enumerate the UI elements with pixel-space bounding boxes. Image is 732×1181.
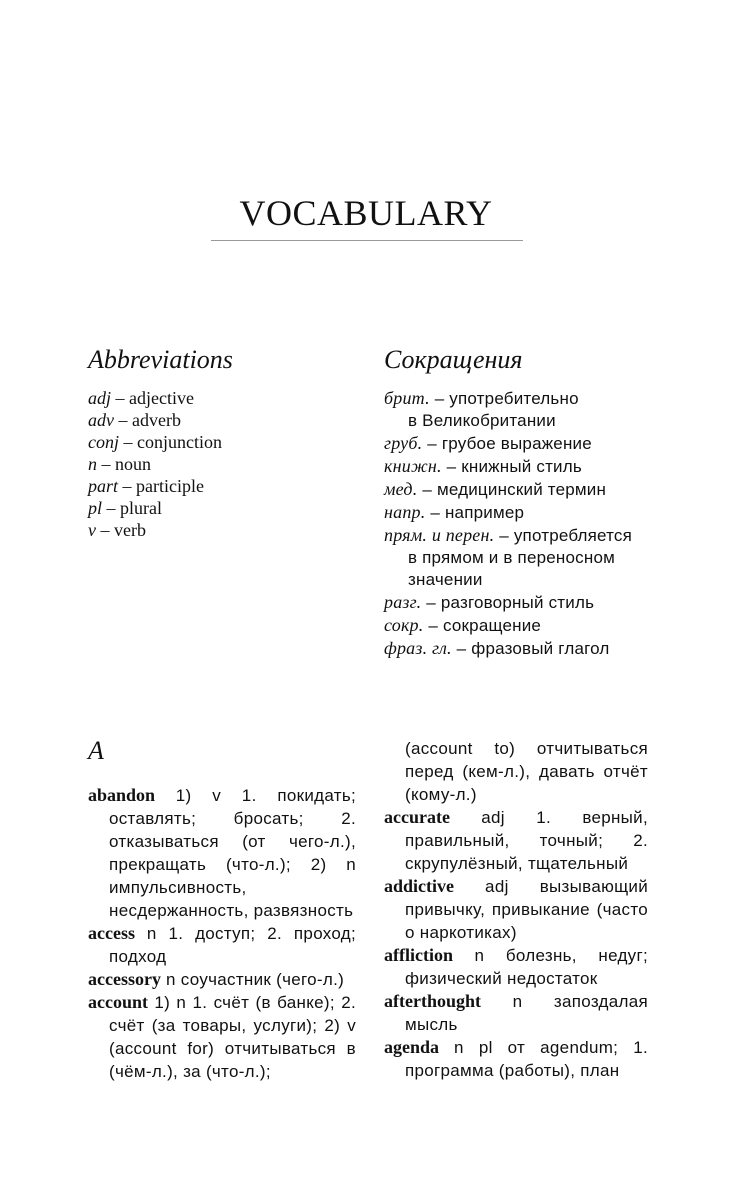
abbreviation-separator: – — [422, 434, 442, 453]
abbreviation-separator: – — [417, 480, 437, 499]
dictionary-column-right — [384, 737, 648, 1082]
entry-definition: 1) n 1. счёт (в банке); 2. счёт (за товары, услуги); 2) v (account for) отчитываться в (чём-л.), за (что-л.); — [109, 993, 356, 1081]
abbreviations-heading-ru: Сокращения — [384, 345, 523, 374]
abbreviation-key: напр. — [384, 502, 426, 522]
title-rule — [211, 240, 523, 241]
dictionary-entry — [88, 968, 356, 991]
entry-headword: affliction — [384, 945, 453, 965]
entry-headword: access — [88, 923, 135, 943]
page-title: VOCABULARY — [239, 193, 493, 233]
abbreviation-item — [384, 637, 648, 660]
abbreviation-separator: – — [102, 498, 121, 518]
abbreviation-value: книжный стиль — [461, 457, 582, 476]
abbreviation-key: разг. — [384, 592, 422, 612]
abbreviation-key: adv — [88, 410, 114, 430]
entry-definition: adj 1. верный, правильный, точный; 2. скрупулёзный, тщательный — [405, 808, 648, 873]
dictionary-entry — [88, 784, 356, 922]
abbreviation-value: plural — [120, 498, 163, 518]
abbreviation-continuation: в Великобритании — [408, 411, 556, 430]
abbreviation-key: фраз. гл. — [384, 638, 452, 658]
abbreviation-item — [384, 591, 648, 614]
abbreviation-item — [88, 475, 233, 497]
entry-definition: n соучастник (чего-л.) — [160, 970, 345, 989]
entry-headword: agenda — [384, 1037, 440, 1057]
abbreviation-key: conj — [88, 432, 119, 452]
abbreviation-item — [88, 453, 233, 475]
abbreviation-key: груб. — [384, 433, 423, 453]
abbreviation-item — [384, 524, 648, 591]
entry-headword: abandon — [88, 785, 156, 805]
abbreviation-key: part — [88, 476, 119, 496]
entry-definition: n 1. доступ; 2. проход; подход — [109, 924, 356, 966]
abbreviation-separator: – — [421, 593, 441, 612]
abbreviations-list-ru — [384, 387, 648, 660]
abbreviation-value: грубое выражение — [441, 434, 592, 453]
abbreviation-item — [384, 455, 648, 478]
abbreviations-ru — [384, 345, 648, 660]
abbreviation-key: мед. — [384, 479, 418, 499]
dictionary-entry — [384, 806, 648, 875]
abbreviation-key: книжн. — [384, 456, 442, 476]
dictionary-entry — [88, 922, 356, 968]
dictionary-column-left — [88, 784, 356, 1083]
abbreviations-en — [88, 345, 233, 541]
abbreviation-key: брит. — [384, 388, 430, 408]
abbreviation-value: употребляется — [513, 526, 633, 545]
entry-headword: afterthought — [384, 991, 481, 1011]
entry-headword: accessory — [88, 969, 161, 989]
abbreviation-value: participle — [136, 476, 204, 496]
abbreviation-value: медицинский термин — [436, 480, 607, 499]
abbreviation-item — [384, 432, 648, 455]
abbreviation-item — [88, 387, 233, 409]
abbreviation-value: употребительно — [449, 389, 579, 408]
abbreviation-value: noun — [115, 454, 151, 474]
dictionary-entry — [384, 990, 648, 1036]
abbreviation-separator: – — [97, 454, 115, 474]
entry-definition: n pl от agendum; 1. программа (работы), план — [405, 1038, 648, 1080]
abbreviation-item — [384, 501, 648, 524]
abbreviation-value: сокращение — [442, 616, 542, 635]
abbreviations-list — [88, 387, 233, 541]
abbreviation-item — [88, 497, 233, 519]
abbreviation-separator: – — [96, 520, 114, 540]
abbreviations-heading: Abbreviations — [88, 345, 233, 374]
abbreviation-separator: – — [111, 388, 130, 408]
abbreviation-value: например — [444, 503, 525, 522]
abbreviation-separator: – — [423, 616, 443, 635]
abbreviation-value: разговорный стиль — [440, 593, 595, 612]
abbreviation-separator: – — [429, 389, 450, 408]
dictionary-entry — [384, 875, 648, 944]
entry-definition: adj вызывающий привычку, привыкание (часто о наркотиках) — [405, 877, 648, 942]
entry-headword: addictive — [384, 876, 454, 896]
abbreviation-value: adverb — [132, 410, 181, 430]
abbreviation-item — [384, 387, 648, 432]
abbreviation-item — [384, 614, 648, 637]
abbreviation-separator: – — [494, 526, 514, 545]
abbreviation-separator: – — [118, 476, 137, 496]
entry-continuation: (account to) отчитываться перед (кем-л.), давать отчёт (кому-л.) — [405, 739, 648, 804]
abbreviation-value: фразовый глагол — [471, 639, 610, 658]
entry-definition: n запоздалая мысль — [405, 992, 648, 1034]
abbreviation-key: adj — [88, 388, 112, 408]
abbreviation-key: pl — [88, 498, 103, 518]
abbreviation-separator: – — [425, 503, 445, 522]
dictionary-entry — [384, 1036, 648, 1082]
abbreviation-continuation: в прямом и в переносном значении — [408, 548, 615, 589]
abbreviation-value: verb — [114, 520, 146, 540]
section-letter: A — [88, 736, 104, 765]
dictionary-entry — [88, 991, 356, 1083]
dictionary-entry — [384, 944, 648, 990]
abbreviation-value: conjunction — [137, 432, 222, 452]
entry-headword: accurate — [384, 807, 450, 827]
entry-definition: 1) v 1. покидать; оставлять; бросать; 2. отказываться (от чего-л.), прекращать (что-л.); 2) n импульсивность, несдержанность, развязность — [109, 786, 356, 920]
abbreviation-item — [88, 409, 233, 431]
abbreviation-key: прям. и перен. — [384, 525, 495, 545]
abbreviation-separator: – — [441, 457, 462, 476]
abbreviation-separator: – — [119, 432, 137, 452]
abbreviation-item — [88, 519, 233, 541]
abbreviation-key: v — [88, 520, 96, 540]
abbreviation-value: adjective — [129, 388, 194, 408]
abbreviation-separator: – — [451, 639, 472, 658]
abbreviation-separator: – — [114, 410, 132, 430]
abbreviation-item — [88, 431, 233, 453]
entry-definition: n болезнь, недуг; физический недостаток — [405, 946, 648, 988]
abbreviation-key: n — [88, 454, 97, 474]
abbreviation-key: сокр. — [384, 615, 424, 635]
abbreviation-item — [384, 478, 648, 501]
entry-headword: account — [88, 992, 148, 1012]
